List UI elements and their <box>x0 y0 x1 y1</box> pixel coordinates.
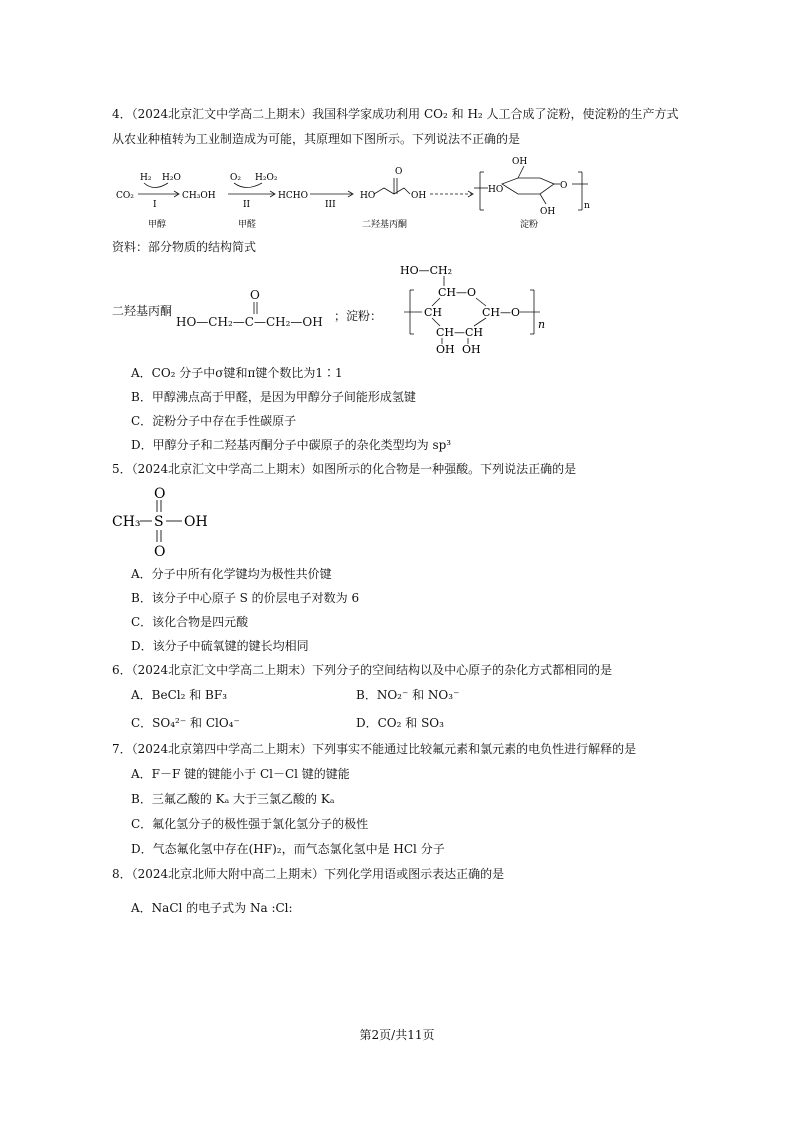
scheme-h2o: H₂O <box>162 173 181 183</box>
q4-starch-label: ；淀粉： <box>334 309 383 323</box>
scheme-co2: CO₂ <box>116 191 134 201</box>
q4-option-c[interactable]: C．淀粉分子中存在手性碳原子 <box>131 414 297 428</box>
scheme-step2: II <box>243 200 251 210</box>
starch-ho-ch2: HO—CH₂ <box>400 264 453 277</box>
scheme-h2: H₂ <box>140 173 152 183</box>
q5-o-bottom: O <box>154 544 166 560</box>
scheme-label-methanol: 甲醇 <box>148 220 167 230</box>
q7-stem: 7．（2024北京第四中学高二上期末）下列事实不能通过比较氟元素和氯元素的电负性进行解释的是 <box>112 742 637 756</box>
q5-stem: 5．（2024北京汇文中学高二上期末）如图所示的化合物是一种强酸。下列说法正确的是 <box>112 462 577 476</box>
scheme-dha-ho: HO <box>360 191 376 201</box>
q4-dha-label: 二羟基丙酮 <box>112 304 173 318</box>
q4-option-a[interactable]: A．CO₂ 分子中σ键和π键个数比为1∶1 <box>131 366 343 380</box>
q8-stem: 8．（2024北京北师大附中高二上期末）下列化学用语或图示表达正确的是 <box>112 867 505 881</box>
q5-option-b[interactable]: B．该分子中心原子 S 的价层电子对数为 6 <box>131 591 360 605</box>
q7-option-a[interactable]: A．F－F 键的键能小于 Cl－Cl 键的键能 <box>131 767 350 781</box>
starch-ch-ch: CH—CH <box>436 326 484 339</box>
starch-ch-left: CH <box>424 306 443 319</box>
q7-option-c[interactable]: C．氟化氢分子的极性强于氯化氢分子的极性 <box>131 817 369 831</box>
q4-starch-structure <box>400 260 550 360</box>
q4-dha-formula: HO—CH₂—C—CH₂—OH <box>176 315 323 329</box>
q5-option-a[interactable]: A．分子中所有化学键均为极性共价键 <box>131 567 332 581</box>
q5-ch3: CH₃ <box>112 514 141 530</box>
q6-option-b[interactable]: B．NO₂⁻ 和 NO₃⁻ <box>356 688 460 702</box>
scheme-step1: I <box>153 200 157 210</box>
scheme-o2: O₂ <box>230 173 241 183</box>
scheme-dha-o: O <box>395 167 403 177</box>
q4-dha-double-bond <box>252 302 260 314</box>
scheme-starch-ho: HO <box>488 185 504 195</box>
q4-reaction-scheme <box>110 152 610 234</box>
q4-stem-line1: 4．（2024北京汇文中学高二上期末）我国科学家成功利用 CO₂ 和 H₂ 人工合成了淀粉，使淀粉的生产方式 <box>112 107 679 121</box>
scheme-starch-o: O <box>560 181 568 191</box>
scheme-label-formaldehyde: 甲醛 <box>238 220 257 230</box>
q5-s: S <box>154 514 164 530</box>
q5-oh: OH <box>184 514 208 530</box>
scheme-starch-oh-bottom: OH <box>540 207 556 217</box>
scheme-label-dha: 二羟基丙酮 <box>362 220 408 230</box>
q6-option-c[interactable]: C．SO₄²⁻ 和 ClO₄⁻ <box>131 716 240 730</box>
scheme-hcho: HCHO <box>278 191 308 201</box>
starch-oh1: OH <box>436 343 455 356</box>
starch-ch-right: CH—O <box>482 306 521 319</box>
scheme-starch-oh-top: OH <box>512 157 528 167</box>
q4-stem-line2: 从农业种植转为工业制造成为可能，其原理如下图所示。下列说法不正确的是 <box>112 132 521 146</box>
page-footer: 第2页/共11页 <box>359 1028 435 1042</box>
q5-option-c[interactable]: C．该化合物是四元酸 <box>131 615 249 629</box>
q5-o-top: O <box>154 486 166 502</box>
starch-ch-o: CH—O <box>438 286 477 299</box>
q7-option-b[interactable]: B．三氟乙酸的 Kₐ 大于三氯乙酸的 Kₐ <box>131 792 335 806</box>
starch-oh2: OH <box>462 343 481 356</box>
q4-option-d[interactable]: D．甲醇分子和二羟基丙酮分子中碳原子的杂化类型均为 sp³ <box>131 438 452 452</box>
starch-n: n <box>538 318 546 331</box>
scheme-dha-oh: OH <box>411 191 427 201</box>
q5-structure <box>110 482 220 562</box>
q6-option-d[interactable]: D．CO₂ 和 SO₃ <box>356 716 444 730</box>
q6-option-a[interactable]: A．BeCl₂ 和 BF₃ <box>131 688 228 702</box>
q7-option-d[interactable]: D．气态氟化氢中存在(HF)₂，而气态氯化氢中是 HCl 分子 <box>131 842 445 856</box>
q8-option-a[interactable]: A．NaCl 的电子式为 Na :Cl: <box>131 901 293 915</box>
scheme-starch-n: n <box>584 201 590 211</box>
q6-stem: 6．（2024北京汇文中学高二上期末）下列分子的空间结构以及中心原子的杂化方式都相同的是 <box>112 663 613 677</box>
scheme-ch3oh: CH₃OH <box>182 191 216 201</box>
scheme-label-starch: 淀粉 <box>520 220 539 230</box>
q4-dha-o: O <box>250 288 260 302</box>
q4-option-b[interactable]: B．甲醇沸点高于甲醛，是因为甲醇分子间能形成氢键 <box>131 390 416 404</box>
q5-option-d[interactable]: D．该分子中硫氧键的键长均相同 <box>131 639 309 653</box>
scheme-step3: III <box>325 200 336 210</box>
q4-info: 资料：部分物质的结构简式 <box>112 240 257 254</box>
scheme-h2o2: H₂O₂ <box>255 173 278 183</box>
